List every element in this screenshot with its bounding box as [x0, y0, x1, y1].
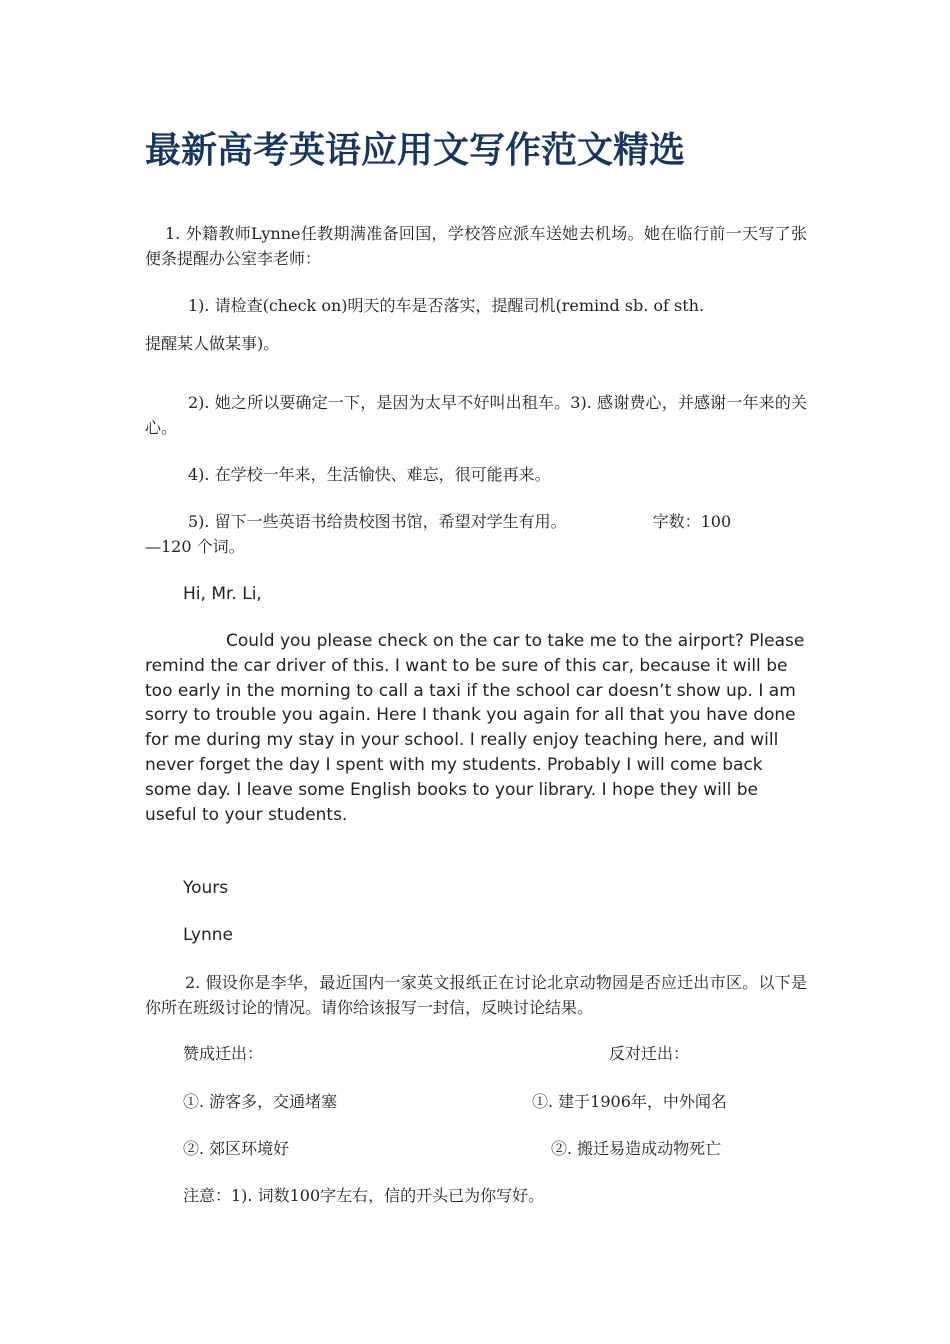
letter-closing: Yours	[183, 878, 229, 898]
task2-against-item-2: ②. 搬迁易造成动物死亡	[551, 1139, 722, 1158]
task1-word-count: 字数：100	[652, 512, 732, 531]
task1-prompt: 1. 外籍教师Lynne任教期满准备回国，学校答应派车送她去机场。她在临行前一天写了张便条提醒办公室李老师：	[145, 224, 807, 268]
task2-prompt: 2. 假设你是李华，最近国内一家英文报纸正在讨论北京动物园是否应迁出市区。以下是你所在班级讨论的情况。请你给该报写一封信，反映讨论结果。	[145, 973, 807, 1017]
letter-signature: Lynne	[183, 925, 233, 945]
task2-against-item-1: ①. 建于1906年，中外闻名	[532, 1092, 727, 1111]
task1-point-5	[145, 510, 807, 535]
task2-for-item-1: ①. 游客多，交通堵塞	[183, 1092, 338, 1111]
task2-against-header: 反对迁出：	[609, 1044, 690, 1063]
task1-point-2-3: 2). 她之所以要确定一下，是因为太早不好叫出租车。3). 感谢费心，并感谢一年来的关心。	[145, 393, 807, 437]
letter-body: Could you please check on the car to take me to the airport? Please remind the car driver of this. I want to be sure of this car, because it will be too early in the morning to call a taxi if the school car doesn’t show up. I am sorry to trouble you again. Here I thank you again for all that you have done for me during my stay in your school. I really enjoy teaching here, and will never forget the day I spent with my students. Probably I will come back some day. I leave some English books to your library. I hope they will be useful to your students.	[145, 631, 805, 825]
task2-for-item-2: ②. 郊区环境好	[183, 1139, 290, 1158]
task1-point-4: 4). 在学校一年来，生活愉快、难忘，很可能再来。	[188, 465, 551, 484]
document-title: 最新高考英语应用文写作范文精选	[145, 129, 686, 171]
task1-point-1-line-a: 1). 请检查(check on)明天的车是否落实，提醒司机(remind sb. of sth.	[188, 296, 705, 315]
task1-word-count-tail: —120 个词。	[145, 537, 245, 556]
task2-note: 注意：1). 词数100字左右，信的开头已为你写好。	[183, 1186, 545, 1205]
letter-greeting: Hi, Mr. Li,	[183, 584, 262, 604]
task2-for-header: 赞成迁出：	[183, 1044, 264, 1063]
task1-point-1-line-b: 提醒某人做某事)。	[145, 334, 280, 353]
task1-point-5-text: 5). 留下一些英语书给贵校图书馆，希望对学生有用。	[188, 512, 567, 531]
